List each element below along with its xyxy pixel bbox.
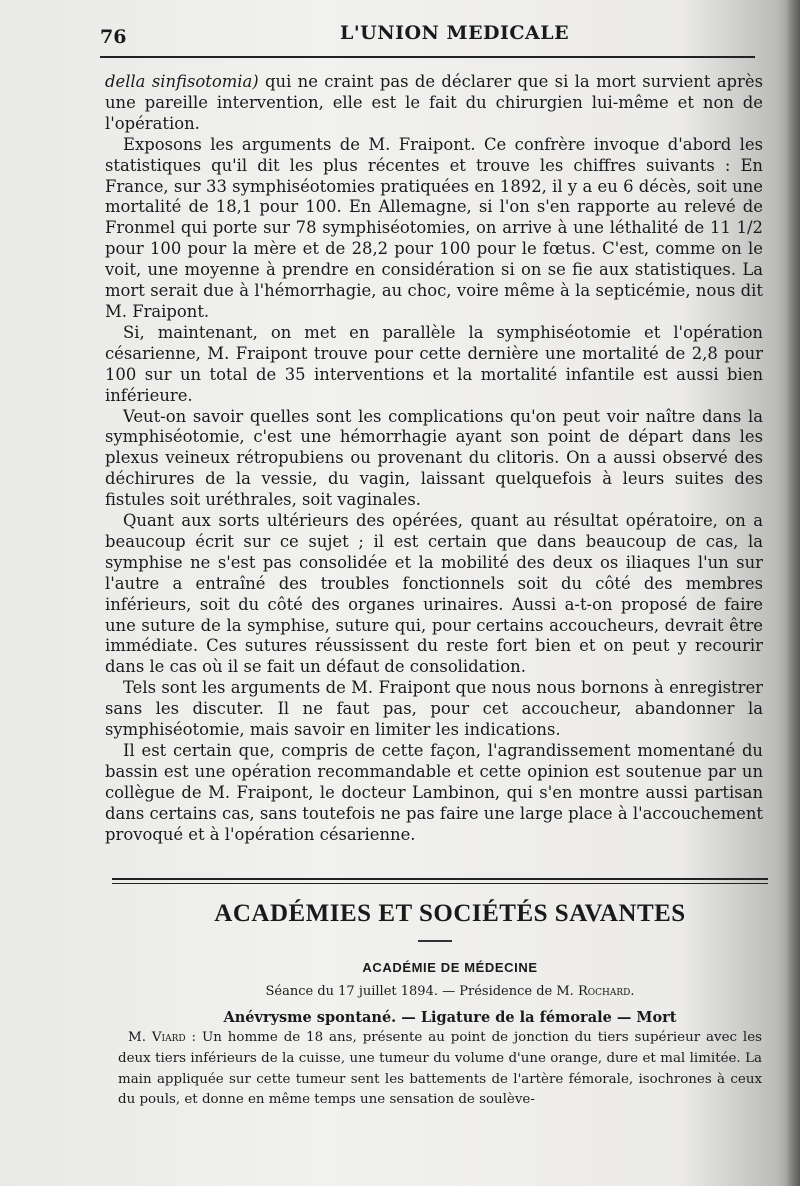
section-title: ACADÉMIES ET SOCIÉTÉS SAVANTES [214,900,686,927]
paragraph: Il est certain que, compris de cette façon, l'agrandissement momentané du bassin est une opération recommandable et cette opinion est soutenue par un collègue de M. Fraipont, le docteur Lambinon, qui s'en montre aussi partisan dans certains cas, sans toutefois ne pas faire une large place à l'accouchement provoqué et à l'opération césarienne. [105,741,763,844]
session-line [100,984,800,999]
session-president: Rochard [577,984,631,999]
italic-citation: della sinfisotomia) [105,72,259,91]
paragraph: Quant aux sorts ultérieurs des opérées, quant au résultat opératoire, on a beaucoup écrit sur ce sujet ; il est certain que dans beaucoup de cas, la symphise ne s'est pas consolidée et la mobilité des deux os iliaques l'un sur l'autre a entraîné des troubles fonctionnels soit du côté des membres inférieurs, soit du côté des organes urinaires. Aussi a-t-on proposé de faire une suture de la symphise, suture qui, pour certains accoucheurs, devrait être immédiate. Ces sutures réussissent du reste fort bien et on peut y recourir dans le cas où il se fait un défaut de consolidation. [105,511,763,677]
case-paragraph [118,1028,762,1111]
paragraph: Exposons les arguments de M. Fraipont. Ce confrère invoque d'abord les statistiques qu'il dit les plus récentes et trouve les chiffres suivants : En France, sur 33 symphiséotomies pratiquées en 1892, il y a eu 6 décès, soit une mortalité de 18,1 pour 100. En Allemagne, si l'on s'en rapporte au relevé de Fronmel qui porte sur 78 symphiséotomies, on arrive à une léthalité de 11 1/2 pour 100 pour la mère et de 28,2 pour 100 pour le fœtus. C'est, comme on le voit, une moyenne à prendre en considération si on se fie aux statistiques. La mort serait due à l'hémorrhagie, au choc, voire même à la septicémie, nous dit M. Fraipont. [105,134,763,321]
case-text: : Un homme de 18 ans, présente au point de jonction du tiers supérieur avec les deux tiers inférieurs de la cuisse, une tumeur du volume d'une orange, dure et mal limitée. La main appliquée sur cette tumeur sent les battements de l'artère fémorale, isochrones à ceux du pouls, et donne en même temps une sensation de soulève- [118,1030,762,1108]
session-text: Séance du 17 juillet 1894. — Présidence de M. [265,984,578,999]
paragraph [105,72,763,135]
subsection-title: ACADÉMIE DE MÉDECINE [362,960,538,975]
article-body [105,72,763,846]
paragraph: Tels sont les arguments de M. Fraipont que nous nous bornons à enregistrer sans les discuter. Il ne faut pas, pour cet accoucheur, abandonner la symphiséotomie, mais savoir en limiter les indications. [105,678,763,740]
case-report [118,1028,762,1111]
header-rule [100,56,755,58]
case-author: M. Viard [128,1030,186,1045]
page-header [100,22,750,46]
title-dash [418,940,452,942]
session-suffix: . [630,984,635,999]
running-title: L'UNION MEDICALE [340,22,570,44]
page-edge-shadow [786,0,800,1186]
case-heading: Anévrysme spontané. — Ligature de la fémorale — Mort [223,1009,677,1026]
paragraph-text: qui ne craint pas de déclarer que si la mort survient après une pareille intervention, elle est le fait du chirurgien lui-même et non de l'opération. [105,72,763,133]
paragraph: Si, maintenant, on met en parallèle la symphiséotomie et l'opération césarienne, M. Fraipont trouve pour cette dernière une mortalité de 2,8 pour 100 sur un total de 35 interventions et la mortalité infantile est aussi bien inférieure. [105,322,763,405]
paragraph: Veut-on savoir quelles sont les complications qu'on peut voir naître dans la symphiséotomie, c'est une hémorrhagie ayant son point de départ dans les plexus veineux rétropubiens ou provenant du clitoris. On a aussi observé des déchirures de la vessie, du vagin, laissant quelquefois à leurs suites des fistules soit uréthrales, soit vaginales. [105,406,763,510]
page-number: 76 [100,26,127,48]
section-divider [112,878,768,884]
